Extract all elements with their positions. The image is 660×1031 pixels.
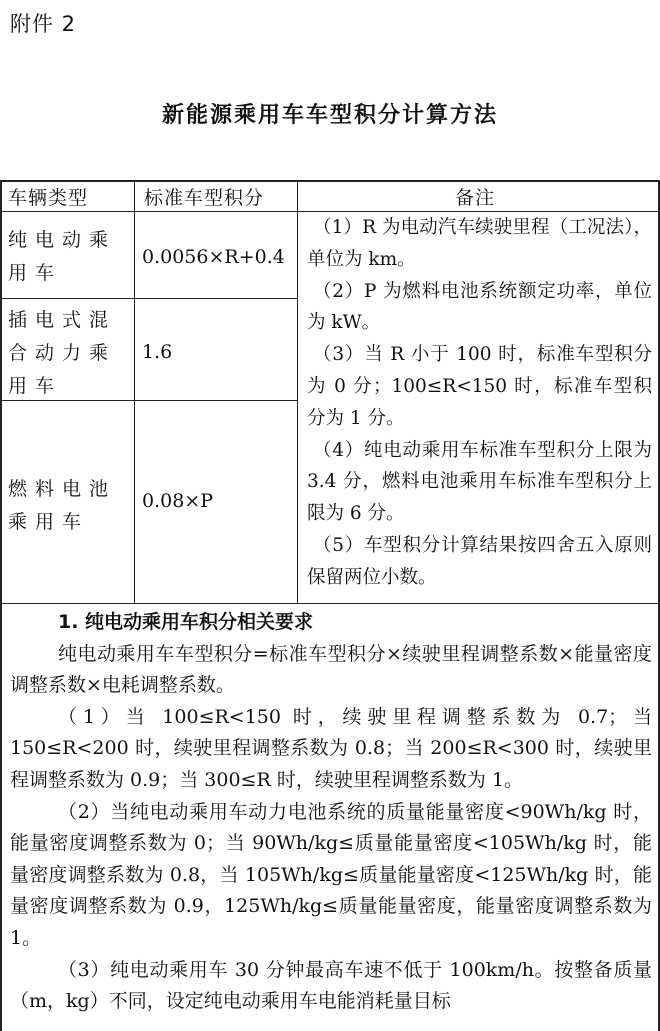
vehicle-type-phev: 插电式混合动力乘用车	[8, 309, 117, 397]
section-bev-requirements	[10, 607, 652, 1018]
note-item: （2）P 为燃料电池系统额定功率，单位为 kW。	[307, 280, 652, 334]
table-border-top	[0, 180, 660, 182]
table-row-divider	[0, 298, 298, 299]
note-item: （4）纯电动乘用车标准车型积分上限为 3.4 分，燃料电池乘用车标准车型积分上限为 6 分。	[307, 439, 652, 525]
table-border-right	[658, 180, 660, 1031]
note-item: （5）车型积分计算结果按四舍五入原则保留两位小数。	[307, 534, 652, 588]
score-fcev: 0.08×P	[142, 490, 214, 512]
vehicle-type-fcev: 燃料电池乘用车	[8, 478, 117, 533]
note-item: （3）当 R 小于 100 时，标准车型积分为 0 分；100≤R<150 时，标准车型积分为 1 分。	[307, 344, 652, 429]
vehicle-type-bev: 纯电动乘用车	[8, 229, 117, 284]
table-border-bottom	[0, 603, 660, 604]
section-paragraph: （1）当 100≤R<150 时，续驶里程调整系数为 0.7；当 150≤R<200 时，续驶里程调整系数为 0.8；当 200≤R<300 时，续驶里程调整系数为 0.9；当 300≤R 时，续驶里程调整系数为 1。	[10, 705, 652, 791]
header-notes: 备注	[455, 187, 496, 209]
header-standard-score: 标准车型积分	[144, 187, 265, 209]
attachment-label: 附件 2	[10, 12, 77, 36]
header-vehicle-type: 车辆类型	[8, 187, 89, 209]
section-heading: 1. 纯电动乘用车积分相关要求	[58, 611, 314, 633]
document-title: 新能源乘用车车型积分计算方法	[161, 103, 498, 128]
table-border-left	[0, 180, 2, 1031]
section-paragraph: （3）纯电动乘用车 30 分钟最高车速不低于 100km/h。按整备质量（m，kg）不同，设定纯电动乘用车电能消耗量目标	[10, 958, 652, 1013]
score-bev: 0.0056×R+0.4	[142, 246, 285, 268]
score-phev: 1.6	[142, 341, 173, 363]
table-column-divider	[297, 180, 298, 603]
note-item: （1）R 为电动汽车续驶里程（工况法），单位为 km。	[307, 217, 652, 270]
section-paragraph: （2）当纯电动乘用车动力电池系统的质量能量密度<90Wh/kg 时，能量密度调整系数为 0；当 90Wh/kg≤质量能量密度<105Wh/kg 时，能量密度调整系数为 0.8，当 105Wh/kg≤质量能量密度<125Wh/kg 时，能量密度调整系数为 0.9，125Wh/kg≤质量能量密度，能量密度调整系数为 1。	[10, 800, 652, 949]
notes-cell	[307, 212, 652, 594]
section-paragraph: 纯电动乘用车车型积分=标准车型积分×续驶里程调整系数×能量密度调整系数×电耗调整系数。	[10, 642, 652, 697]
